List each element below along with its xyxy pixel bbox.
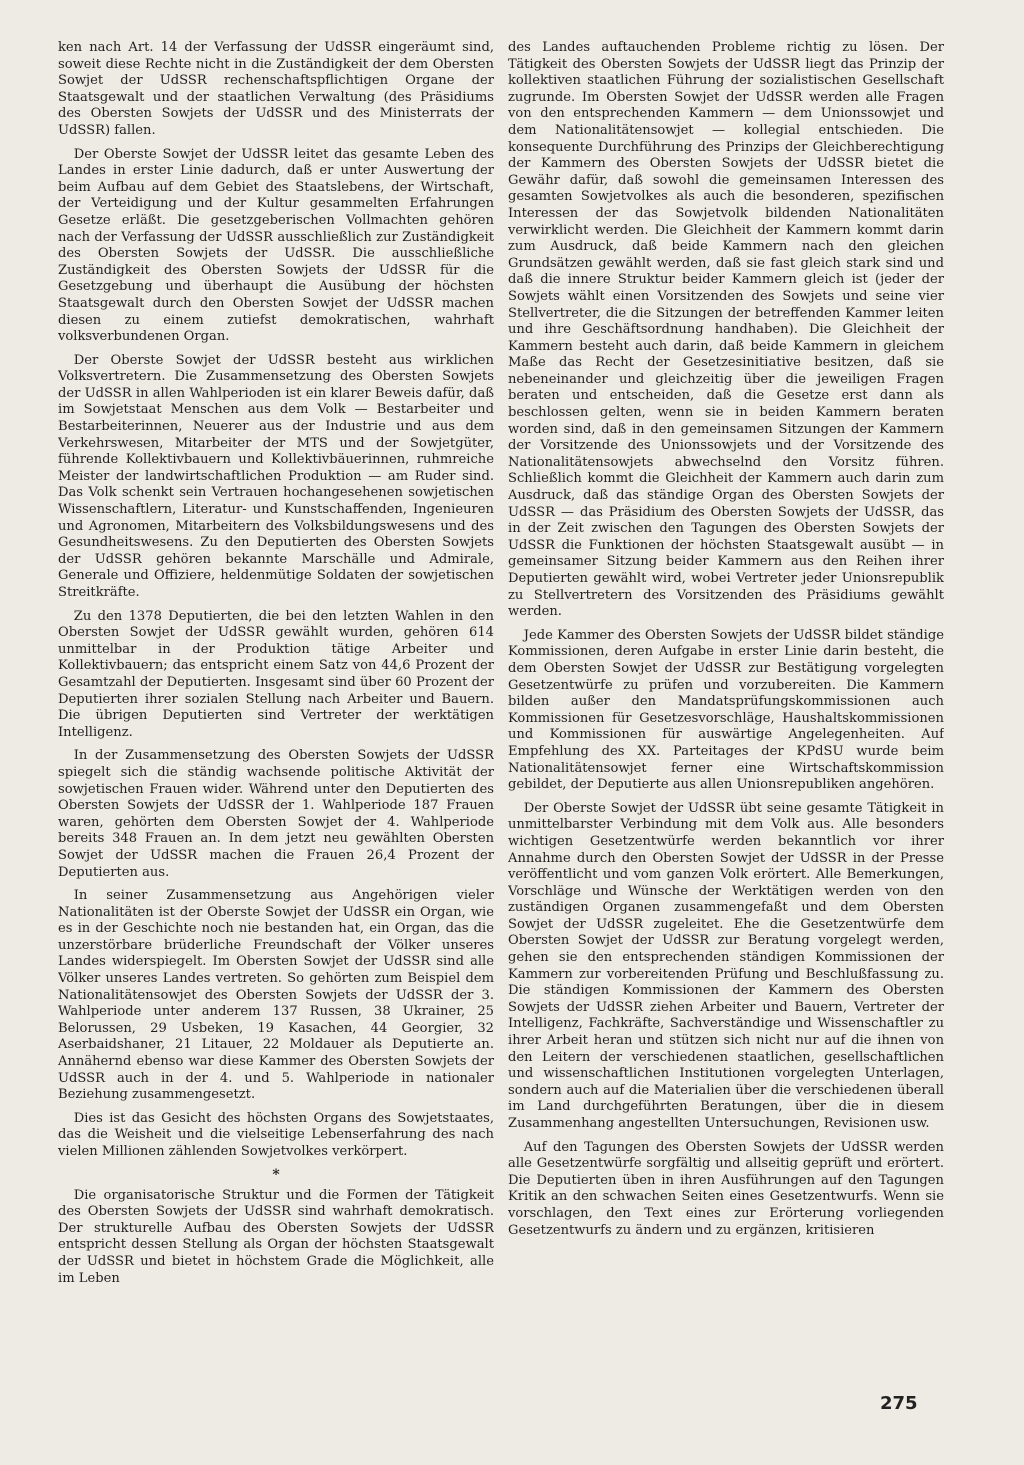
paragraph: Auf den Tagungen des Obersten Sowjets der UdSSR werden alle Gesetzentwürfe sorgfältig und allseitig geprüft und erörtert. Die Deputierten üben in ihren Ausführungen auf den Tagungen Kritik an den schwachen Seiten eines Gesetzentwurfs. Wenn sie vorschlagen, den Text eines zur Erörterung vorliegenden Gesetzentwurfs zu ändern und zu ergänzen, kritisieren xyxy=(508,1139,944,1238)
paragraph: Der Oberste Sowjet der UdSSR besteht aus wirklichen Volksvertretern. Die Zusammensetzung des Obersten Sowjets der UdSSR in allen Wahlperioden ist ein klarer Beweis dafür, daß im Sowjetstaat Menschen aus dem Volk — Bestarbeiter und Bestarbeiterinnen, Neuerer aus der Industrie und aus dem Verkehrswesen, Mitarbeiter der MTS und der Sowjetgüter, führende Kollektivbauern und Kollektivbäuerinnen, ruhmreiche Meister der landwirtschaftlichen Produktion — am Ruder sind. Das Volk schenkt sein Vertrauen hochangesehenen sowjetischen Wissenschaftlern, Literatur- und Kunstschaffenden, Ingenieuren und Agronomen, Mitarbeitern des Volksbildungswesens und des Gesundheitswesens. Zu den Deputierten des Obersten Sowjets der UdSSR gehören bekannte Marschälle und Admirale, Generale und Offiziere, heldenmütige Soldaten der sowjetischen Streitkräfte. xyxy=(58,352,494,600)
paragraph: ken nach Art. 14 der Verfassung der UdSSR eingeräumt sind, soweit diese Rechte nicht in die Zuständigkeit der dem Obersten Sowjet der UdSSR rechenschaftspflichtigen Organe der Staatsgewalt und der staatlichen Verwaltung (des Präsidiums des Obersten Sowjets der UdSSR und des Ministerrats der UdSSR) fallen. xyxy=(58,40,494,138)
paragraph: Jede Kammer des Obersten Sowjets der UdSSR bildet ständige Kommissionen, deren Aufgabe in erster Linie darin besteht, die dem Obersten Sowjet der UdSSR zur Bestätigung vorgelegten Gesetzentwürfe zu prüfen und vorzubereiten. Die Kammern bilden außer den Mandatsprüfungskommissionen auch Kommissionen für Gesetzesvorschläge, Haushaltskommissionen und Kommissionen für auswärtige Angelegenheiten. Auf Empfehlung des XX. Parteitages der KPdSU wurde beim Nationalitätensowjet ferner eine Wirtschaftskommission gebildet, der Deputierte aus allen Unionsrepubliken angehören. xyxy=(508,627,944,793)
section-separator: * xyxy=(272,1166,280,1183)
paragraph: In der Zusammensetzung des Obersten Sowjets der UdSSR spiegelt sich die ständig wachsende politische Aktivität der sowjetischen Frauen wider. Während unter den Deputierten des Obersten Sowjets der UdSSR der 1. Wahlperiode 187 Frauen waren, gehörten dem Obersten Sowjet der 4. Wahlperiode bereits 348 Frauen an. In dem jetzt neu gewählten Obersten Sowjet der UdSSR machen die Frauen 26,4 Prozent der Deputierten aus. xyxy=(58,748,494,880)
paragraph: Zu den 1378 Deputierten, die bei den letzten Wahlen in den Obersten Sowjet der UdSSR gewählt wurden, gehören 614 unmittelbar in der Produktion tätige Arbeiter und Kollektivbauern; das entspricht einem Satz von 44,6 Prozent der Gesamtzahl der Deputierten. Insgesamt sind über 60 Prozent der Deputierten ihrer sozialen Stellung nach Arbeiter und Bauern. Die übrigen Deputierten sind Vertreter der werktätigen Intelligenz. xyxy=(58,608,494,740)
paragraph: des Landes auftauchenden Probleme richtig zu lösen. Der Tätigkeit des Obersten Sowjets der UdSSR liegt das Prinzip der kollektiven staatlichen Führung der sozialistischen Gesellschaft zugrunde. Im Obersten Sowjet der UdSSR werden alle Fragen von den entsprechenden Kammern — dem Unionssowjet und dem Nationalitätensowjet — kollegial entschieden. Die konsequente Durchführung des Prinzips der Gleichberechtigung der Kammern des Obersten Sowjets der UdSSR bietet die Gewähr dafür, daß sowohl die gemeinsamen Interessen des gesamten Sowjetvolkes als auch die besonderen, spezifischen Interessen der das Sowjetvolk bildenden Nationalitäten verwirklicht werden. Die Gleichheit der Kammern kommt darin zum Ausdruck, daß beide Kammern nach den gleichen Grundsätzen gewählt werden, daß sie fast gleich stark sind und daß die innere Struktur beider Kammern gleich ist (jeder der Sowjets wählt einen Vorsitzenden des Sowjets und seine vier Stellvertreter, die die Sitzungen der betreffenden Kammer leiten und ihre Geschäftsordnung handhaben). Die Gleichheit der Kammern besteht auch darin, daß beide Kammern in gleichem Maße das Recht der Gesetzesinitiative besitzen, daß sie nebeneinander und gleichzeitig über die jeweiligen Fragen beraten und entscheiden, daß die Gesetze erst dann als beschlossen gelten, wenn sie in beiden Kammern beraten worden sind, daß in den gemeinsamen Sitzungen der Kammern der Vorsitzende des Unionssowjets und der Vorsitzende des Nationalitätensowjets abwechselnd den Vorsitz führen. Schließlich kommt die Gleichheit der Kammern auch darin zum Ausdruck, daß das ständige Organ des Obersten Sowjets der UdSSR — das Präsidium des Obersten Sowjets der UdSSR, das in der Zeit zwischen den Tagungen des Obersten Sowjets der UdSSR die Funktionen der höchsten Staatsgewalt ausübt — in gemeinsamer Sitzung beider Kammern aus den Reihen ihrer Deputierten gewählt wird, wobei Vertreter jeder Unionsrepublik zu Stellvertretern des Vorsitzenden des Präsidiums gewählt werden. xyxy=(508,40,944,620)
paragraph: In seiner Zusammensetzung aus Angehörigen vieler Nationalitäten ist der Oberste Sowjet der UdSSR ein Organ, wie es in der Geschichte noch nie bestanden hat, ein Organ, das die unzerstörbare brüderliche Freundschaft der Völker unseres Landes widerspiegelt. Im Obersten Sowjet der UdSSR sind alle Völker unseres Landes vertreten. So gehörten zum Beispiel dem Nationalitätensowjet des Obersten Sowjets der UdSSR der 3. Wahlperiode unter anderem 137 Russen, 38 Ukrainer, 25 Belorussen, 29 Usbeken, 19 Kasachen, 44 Georgier, 32 Aserbaidshaner, 21 Litauer, 22 Moldauer als Deputierte an. Annähernd ebenso war diese Kammer des Obersten Sowjets der UdSSR auch in der 4. und 5. Wahlperiode in nationaler Beziehung zusammengesetzt. xyxy=(58,888,494,1103)
paragraph: Der Oberste Sowjet der UdSSR leitet das gesamte Leben des Landes in erster Linie dadurch, daß er unter Auswertung der beim Aufbau auf dem Gebiet des Staatslebens, der Wirtschaft, der Verteidigung und der Kultur gesammelten Erfahrungen Gesetze erläßt. Die gesetzgeberischen Vollmachten gehören nach der Verfassung der UdSSR ausschließlich zur Zuständigkeit des Obersten Sowjets der UdSSR. Die ausschließliche Zuständigkeit des Obersten Sowjets der UdSSR für die Gesetzgebung und überhaupt die Ausübung der höchsten Staatsgewalt durch den Obersten Sowjet der UdSSR machen diesen zu einem zutiefst demokratischen, wahrhaft volksverbundenen Organ. xyxy=(58,146,494,345)
paragraph: Der Oberste Sowjet der UdSSR übt seine gesamte Tätigkeit in unmittelbarster Verbindung mit dem Volk aus. Alle besonders wichtigen Gesetzentwürfe werden bekanntlich vor ihrer Annahme durch den Obersten Sowjet der UdSSR in der Presse veröffentlicht und vom ganzen Volk erörtert. Alle Bemerkungen, Vorschläge und Wünsche der Werktätigen werden von den zuständigen Organen zusammengefaßt und dem Obersten Sowjet der UdSSR zugeleitet. Ehe die Gesetzentwürfe dem Obersten Sowjet der UdSSR zur Beratung vorgelegt werden, gehen sie den entsprechenden ständigen Kommissionen der Kammern zur vorbereitenden Prüfung und Beschlußfassung zu. Die ständigen Kommissionen der Kammern des Obersten Sowjets der UdSSR ziehen Arbeiter und Bauern, Vertreter der Intelligenz, Fachkräfte, Sachverständige und Wissenschaftler zu ihrer Arbeit heran und stützen sich nicht nur auf die ihnen von den Leitern der verschiedenen staatlichen, gesellschaftlichen und wissenschaftlichen Institutionen vorgelegten Unterlagen, sondern auch auf die Materialien über die verschiedenen überall im Land durchgeführten Beratungen, über die in diesem Zusammenhang angestellten Untersuchungen, Revisionen usw. xyxy=(508,800,944,1131)
page-number: 275 xyxy=(880,1393,918,1414)
left-column xyxy=(58,40,494,1395)
right-column xyxy=(508,40,944,1395)
paragraph: Dies ist das Gesicht des höchsten Organs des Sowjetstaates, das die Weisheit und die vielseitige Lebenserfahrung des nach vielen Millionen zählenden Sowjetvolkes verkörpert. xyxy=(58,1110,494,1159)
paragraph: Die organisatorische Struktur und die Formen der Tätigkeit des Obersten Sowjets der UdSSR sind wahrhaft demokratisch. Der strukturelle Aufbau des Obersten Sowjets der UdSSR entspricht dessen Stellung als Organ der höchsten Staatsgewalt der UdSSR und bietet in höchstem Grade die Möglichkeit, alle im Leben xyxy=(58,1187,494,1286)
